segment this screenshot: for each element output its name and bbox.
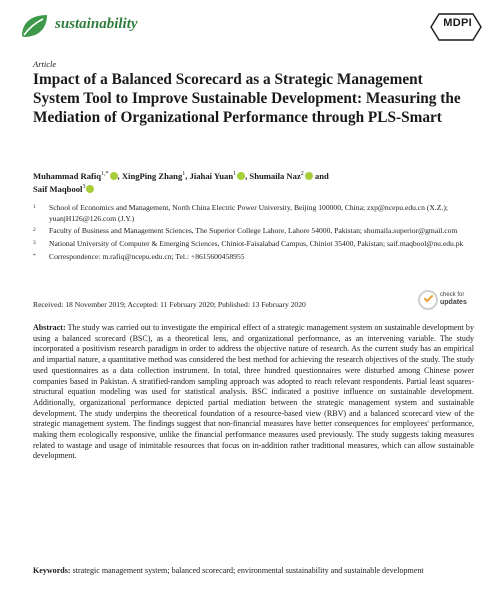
keywords-text: strategic management system; balanced scorecard; environmental sustainability and sustainable development — [72, 566, 424, 575]
article-title: Impact of a Balanced Scorecard as a Strategic Management System Tool to Improve Sustainable Development: Measuring the Mediation of Organizational Performance through PLS-Smart — [33, 71, 461, 126]
orcid-icon[interactable] — [305, 172, 313, 180]
correspondence-text: Correspondence: m.rafiq@ncepu.edu.cn; Tel.: +8615600458955 — [49, 252, 245, 262]
affiliation-text: Faculty of Business and Management Sciences, The Superior College Lahore, Lahore 54000, Pakistan; shumaila.superior@gmail.com — [49, 226, 458, 236]
author-name[interactable]: Shumaila Naz — [249, 171, 301, 181]
keywords-label: Keywords: — [33, 566, 71, 575]
affiliation-mark: 2 — [33, 227, 36, 234]
author-separator: and — [312, 171, 329, 181]
orcid-icon[interactable] — [110, 172, 118, 180]
abstract-label: Abstract: — [33, 323, 66, 332]
affiliation-mark: * — [33, 253, 36, 260]
affiliation-item — [33, 203, 473, 224]
abstract — [33, 323, 474, 462]
check-updates-line1: check for — [440, 292, 465, 298]
author-name[interactable]: XingPing Zhang — [121, 171, 183, 181]
check-updates-line2: updates — [440, 299, 467, 306]
affiliation-mark: 3 — [33, 240, 36, 247]
affiliation-list — [33, 203, 473, 265]
author-superscript: 1 — [182, 171, 186, 178]
check-circle-icon — [418, 290, 438, 310]
author-name[interactable]: Saif Maqbool — [33, 184, 83, 194]
affiliation-item — [33, 239, 473, 250]
author-name[interactable]: Jiahai Yuan — [189, 171, 234, 181]
author-name[interactable]: Muhammad Rafiq — [33, 171, 102, 181]
author-separator: , — [185, 171, 190, 181]
author-superscript: 2 — [300, 171, 304, 178]
abstract-text: The study was carried out to investigate the empirical effect of a strategic management system on sustainable development by using a balanced scorecard (BSC), as a theoretical lens, and organizational performance, as an intervening variable. The study incorporated a positivism research paradigm in order to address the objective nature of research. As the current study has an empirical and impartial nature, a quantitative method was considered the best method for achieving the research objectives of the study. The study used questionnaires as a data collection instrument. In total, three hundred questionnaires were disturbed among Chinese power companies based in Pakistan. A stratified-random sampling approach was adopted to reach relevant respondents. Partial least squares-structural equation modeling was used for statistical analysis. BSC indicated a positive influence on sustainable development. Additionally, organizational performance depicted partial mediation between the strategic management system and sustainable development. The study underpins the theoretical foundation of a resource-based view (RBV) and a balanced scorecard view of the strategic management system. The findings suggest that non-financial measures have better consequences for employees' performance, making them ecologically responsive, unlike the financial performance measures used previously. The study suggests taking measures related to wastage and usage of inimitable resources that focus on in-addition rather traditional measures, which can allow sustainable development. — [33, 323, 474, 461]
orcid-icon[interactable] — [237, 172, 245, 180]
publication-dates: Received: 18 November 2019; Accepted: 11 February 2020; Published: 13 February 2020 — [33, 300, 306, 309]
journal-header — [18, 10, 481, 44]
author-separator: , — [117, 171, 122, 181]
affiliation-text: School of Economics and Management, North China Electric Power University, Beijing 100000, China; zxp@ncepu.edu.cn (X.Z.); yuanjH126@126.com (J.Y.) — [49, 203, 448, 223]
affiliation-item — [33, 226, 473, 237]
author-superscript: 1 — [233, 171, 237, 178]
keywords — [33, 566, 474, 577]
affiliation-mark: 1 — [33, 204, 36, 210]
affiliation-text: National University of Computer & Emerging Sciences, Chiniot-Faisalabad Campus, Chiniot 35400, Pakistan; saif.maqbool@nu.edu.pk — [49, 239, 464, 249]
author-list — [33, 170, 473, 196]
orcid-icon[interactable] — [86, 185, 94, 193]
author-superscript: 1,* — [101, 171, 109, 178]
journal-name: sustainability — [55, 16, 138, 32]
author-superscript: 3 — [82, 184, 86, 191]
leaf-logo-icon — [18, 12, 50, 40]
affiliation-item — [33, 252, 473, 263]
article-type: Article — [33, 59, 57, 69]
publisher-name: MDPI — [443, 17, 472, 29]
author-separator: , — [245, 171, 250, 181]
check-for-updates-badge[interactable] — [418, 290, 474, 312]
